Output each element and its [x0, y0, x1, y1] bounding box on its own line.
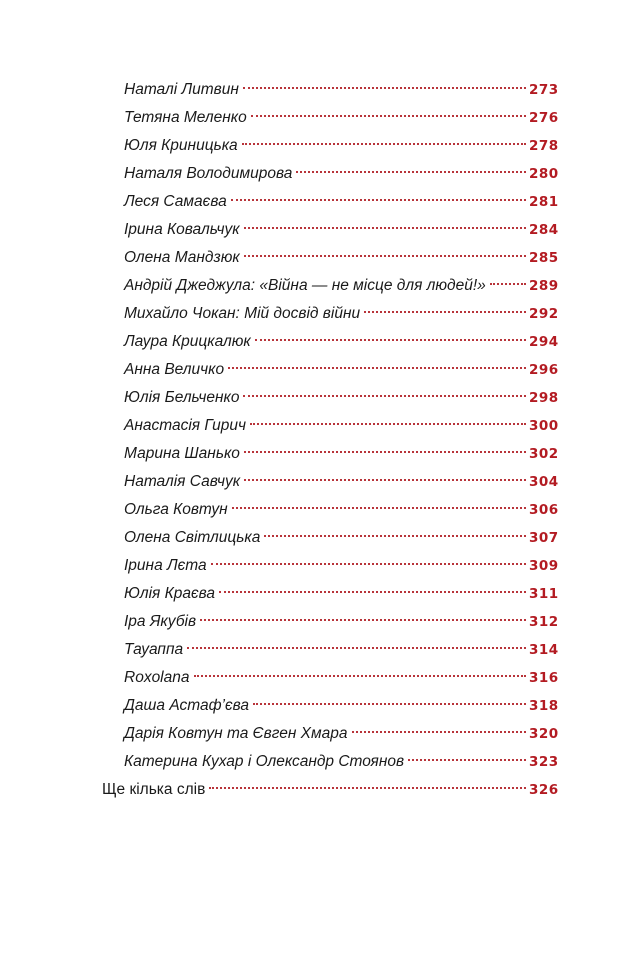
dot-leader: [242, 143, 526, 145]
toc-entry-title: Анастасія Гирич: [124, 417, 247, 434]
toc-entry[interactable]: [0, 76, 639, 104]
toc-entry-title: Леся Самаєва: [124, 193, 227, 210]
dot-leader: [296, 171, 526, 173]
toc-entry-title: Юлія Краєва: [124, 585, 216, 602]
toc-entry-title: Наталі Литвин: [124, 81, 239, 98]
toc-final-entry[interactable]: [0, 776, 639, 804]
toc-entry-title: Катерина Кухар і Олександр Стоянов: [124, 753, 405, 770]
toc-final-title: Ще кілька слів: [102, 781, 206, 798]
dot-leader: [255, 339, 526, 341]
toc-entry-page: 309: [529, 558, 559, 574]
toc-entry-title: Марина Шанько: [124, 445, 240, 462]
dot-leader: [194, 675, 527, 677]
toc-entry-title: Дарія Ковтун та Євген Хмара: [124, 725, 348, 742]
toc-entry[interactable]: [0, 496, 639, 524]
toc-entry-page: 276: [529, 110, 559, 126]
toc-entry[interactable]: [0, 160, 639, 188]
toc-entry[interactable]: [0, 608, 639, 636]
dot-leader: [231, 199, 526, 201]
dot-leader: [232, 507, 526, 509]
toc-entry-title: Андрій Джеджула: «Війна — не місце для людей!»: [124, 277, 486, 294]
dot-leader: [244, 479, 526, 481]
toc-entry-title: Анна Величко: [124, 361, 225, 378]
toc-entry-page: 284: [529, 222, 559, 238]
toc-entry-title: Юля Криницька: [124, 137, 238, 154]
toc-entry-page: 280: [529, 166, 559, 182]
dot-leader: [187, 647, 526, 649]
toc-entry[interactable]: [0, 524, 639, 552]
toc-entry[interactable]: [0, 300, 639, 328]
dot-leader: [352, 731, 527, 733]
toc-entry-page: 306: [529, 502, 559, 518]
dot-leader: [251, 115, 526, 117]
toc-entry-title: Олена Світлицька: [124, 529, 261, 546]
toc-entry-title: Юлія Бельченко: [124, 389, 240, 406]
toc-entry-title: Roxolana: [124, 669, 190, 686]
toc-entry[interactable]: [0, 440, 639, 468]
toc-entry-page: 316: [529, 670, 559, 686]
toc-entry[interactable]: [0, 328, 639, 356]
toc-entry-title: Тауаппа: [124, 641, 184, 658]
toc-entry-page: 294: [529, 334, 559, 350]
toc-entry-page: 318: [529, 698, 559, 714]
dot-leader: [253, 703, 526, 705]
dot-leader: [244, 227, 526, 229]
dot-leader: [364, 311, 526, 313]
toc-entry[interactable]: [0, 664, 639, 692]
toc-entry-title: Олена Мандзюк: [124, 249, 240, 266]
toc-entry[interactable]: [0, 356, 639, 384]
toc-entry-page: 281: [529, 194, 559, 210]
toc-entry[interactable]: [0, 132, 639, 160]
toc-entry[interactable]: [0, 188, 639, 216]
toc-entry[interactable]: [0, 216, 639, 244]
toc-entry-page: 304: [529, 474, 559, 490]
toc-entry-title: Іра Якубів: [124, 613, 197, 630]
dot-leader: [243, 395, 526, 397]
toc-entry-page: 285: [529, 250, 559, 266]
dot-leader: [211, 563, 526, 565]
toc-entry-title: Тетяна Меленко: [124, 109, 247, 126]
toc-entry[interactable]: [0, 720, 639, 748]
toc-entry-title: Наталія Савчук: [124, 473, 241, 490]
toc-entry-title: Ольга Ковтун: [124, 501, 228, 518]
toc-entry[interactable]: [0, 412, 639, 440]
toc-entry-page: 273: [529, 82, 559, 98]
dot-leader: [244, 255, 526, 257]
toc-entry-page: 314: [529, 642, 559, 658]
toc-entry[interactable]: [0, 384, 639, 412]
toc-entry-page: 292: [529, 306, 559, 322]
toc-entry-page: 311: [529, 586, 559, 602]
dot-leader: [219, 591, 526, 593]
toc-entry-title: Михайло Чокан: Мій досвід війни: [124, 305, 361, 322]
table-of-contents: [0, 76, 639, 804]
toc-entry-page: 300: [529, 418, 559, 434]
toc-entry-page: 298: [529, 390, 559, 406]
toc-entry-title: Наталя Володимирова: [124, 165, 293, 182]
toc-entry[interactable]: [0, 244, 639, 272]
toc-entry[interactable]: [0, 692, 639, 720]
toc-entry[interactable]: [0, 636, 639, 664]
dot-leader: [209, 787, 526, 789]
toc-entry-title: Даша Астаф’єва: [124, 697, 250, 714]
toc-entry-page: 323: [529, 754, 559, 770]
toc-entry-title: Ірина Ковальчук: [124, 221, 240, 238]
toc-entry[interactable]: [0, 104, 639, 132]
toc-entry-title: Лаура Крицкалюк: [124, 333, 251, 350]
toc-entry-page: 312: [529, 614, 559, 630]
toc-entry[interactable]: [0, 272, 639, 300]
toc-entry-page: 302: [529, 446, 559, 462]
toc-entry-page: 307: [529, 530, 559, 546]
dot-leader: [264, 535, 526, 537]
toc-entry-title: Ірина Лєта: [124, 557, 207, 574]
toc-entry[interactable]: [0, 748, 639, 776]
dot-leader: [490, 283, 526, 285]
toc-entry[interactable]: [0, 552, 639, 580]
toc-entry-page: 296: [529, 362, 559, 378]
dot-leader: [200, 619, 526, 621]
toc-entry[interactable]: [0, 580, 639, 608]
dot-leader: [408, 759, 526, 761]
dot-leader: [250, 423, 526, 425]
toc-entry-page: 320: [529, 726, 559, 742]
dot-leader: [243, 87, 526, 89]
toc-entry[interactable]: [0, 468, 639, 496]
toc-entry-page: 278: [529, 138, 559, 154]
toc-entry-page: 289: [529, 278, 559, 294]
toc-final-page: 326: [529, 782, 559, 798]
dot-leader: [244, 451, 526, 453]
dot-leader: [228, 367, 526, 369]
